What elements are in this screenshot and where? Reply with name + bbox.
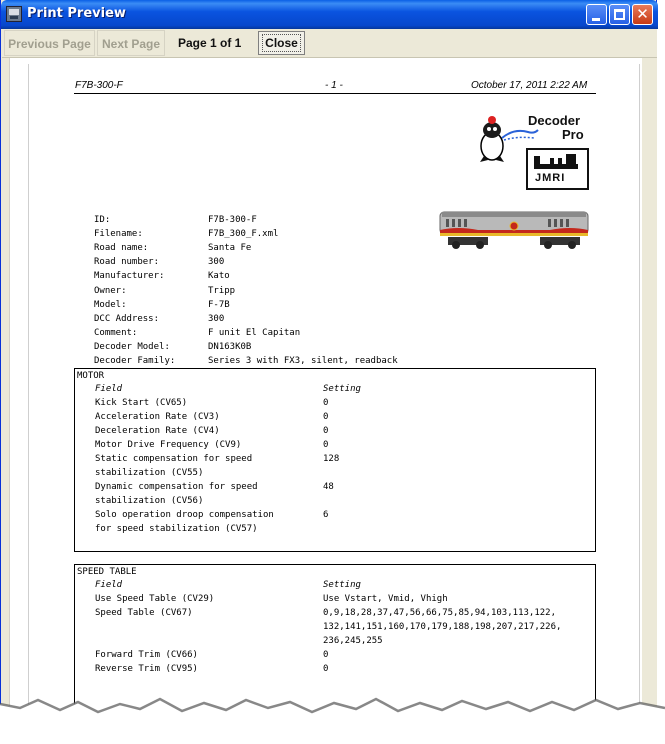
info-label: Owner: [94, 285, 127, 296]
info-value: Santa Fe [208, 243, 252, 254]
setting-value: 0 [323, 426, 329, 436]
info-label: Manufacturer: [94, 271, 165, 282]
setting-name: Solo operation droop compensation [95, 510, 274, 520]
info-value: 300 [208, 313, 225, 324]
maximize-icon [614, 9, 625, 20]
setting-name: Acceleration Rate (CV3) [95, 412, 220, 422]
app-icon [6, 6, 22, 22]
setting-value: Use Vstart, Vmid, Vhigh [323, 594, 448, 604]
setting-value: 0,9,18,28,37,47,56,66,75,85,94,103,113,122, [323, 608, 556, 618]
next-page-button[interactable]: Next Page [97, 30, 165, 56]
logo-text-pro: Pro [562, 127, 584, 142]
info-label: Road number: [94, 257, 160, 268]
locomotive-image [438, 208, 590, 250]
setting-value: 0 [323, 664, 329, 674]
setting-name-continued: for speed stabilization (CV57) [95, 524, 258, 534]
setting-name: Deceleration Rate (CV4) [95, 426, 220, 436]
previous-page-button[interactable]: Previous Page [4, 30, 95, 56]
info-label: Filename: [94, 229, 143, 240]
speed-table-section [74, 564, 596, 710]
setting-value: 0 [323, 440, 329, 450]
minimize-icon [592, 18, 600, 21]
info-value: 300 [208, 257, 225, 268]
setting-name: Motor Drive Frequency (CV9) [95, 440, 242, 450]
close-button[interactable] [258, 31, 305, 55]
header-locomotive-id: F7B-300-F [75, 80, 123, 91]
setting-name: Reverse Trim (CV95) [95, 664, 198, 674]
setting-name-continued: stabilization (CV56) [95, 496, 204, 506]
close-icon: ✕ [636, 5, 649, 23]
setting-name: Forward Trim (CV66) [95, 650, 198, 660]
jmri-logo-text: JMRI [535, 172, 566, 184]
info-value: F7B_300_F.xml [208, 229, 279, 240]
motor-section [74, 368, 596, 552]
page-indicator: Page 1 of 1 [178, 36, 242, 50]
setting-value: 0 [323, 412, 329, 422]
setting-value-continued: 236,245,255 [323, 636, 383, 646]
right-frame [642, 58, 657, 744]
setting-value: 6 [323, 510, 329, 520]
info-value: Kato [208, 271, 230, 282]
setting-name: Dynamic compensation for speed [95, 482, 258, 492]
info-label: DCC Address: [94, 313, 160, 324]
setting-value: 48 [323, 482, 334, 492]
window-close-button[interactable] [632, 4, 653, 25]
info-label: Decoder Family: [94, 356, 176, 366]
header-date: October 17, 2011 2:22 AM [471, 80, 588, 91]
setting-name-continued: stabilization (CV55) [95, 468, 204, 478]
info-label: Road name: [94, 243, 149, 254]
window-title: Print Preview [27, 6, 126, 21]
setting-name: Speed Table (CV67) [95, 608, 193, 618]
info-value: F-7B [208, 299, 230, 310]
setting-name: Static compensation for speed [95, 454, 253, 464]
title-bar[interactable] [1, 0, 658, 29]
info-value: F7B-300-F [208, 215, 257, 225]
info-label: Model: [94, 299, 127, 310]
setting-value: 0 [323, 650, 329, 660]
speed-table-field-header: Field [95, 580, 123, 590]
info-value: DN163K0B [208, 341, 252, 352]
close-button-label: Close [262, 34, 301, 52]
motor-section-title: MOTOR [77, 371, 105, 381]
setting-name: Use Speed Table (CV29) [95, 594, 215, 604]
setting-value: 128 [323, 454, 340, 464]
info-label: ID: [94, 215, 111, 225]
speed-table-setting-header: Setting [323, 580, 361, 590]
motor-field-header: Field [95, 384, 123, 394]
toolbar [2, 29, 657, 58]
info-value: F unit El Capitan [208, 327, 301, 338]
motor-setting-header: Setting [323, 384, 361, 394]
minimize-button[interactable] [586, 4, 607, 25]
maximize-button[interactable] [609, 4, 630, 25]
info-label: Comment: [94, 327, 138, 338]
logo-text-decoder: Decoder [528, 113, 581, 128]
speed-table-section-title: SPEED TABLE [77, 567, 137, 577]
info-label: Decoder Model: [94, 341, 170, 352]
setting-value-continued: 132,141,151,160,170,179,188,198,207,217,226, [323, 622, 562, 632]
header-rule [74, 93, 596, 94]
info-value: Series 3 with FX3, silent, readback [208, 356, 398, 366]
torn-edge-decoration [0, 690, 665, 744]
info-value: Tripp [208, 285, 236, 296]
header-page-number: - 1 - [325, 80, 343, 91]
setting-value: 0 [323, 398, 329, 408]
setting-name: Kick Start (CV65) [95, 398, 188, 408]
